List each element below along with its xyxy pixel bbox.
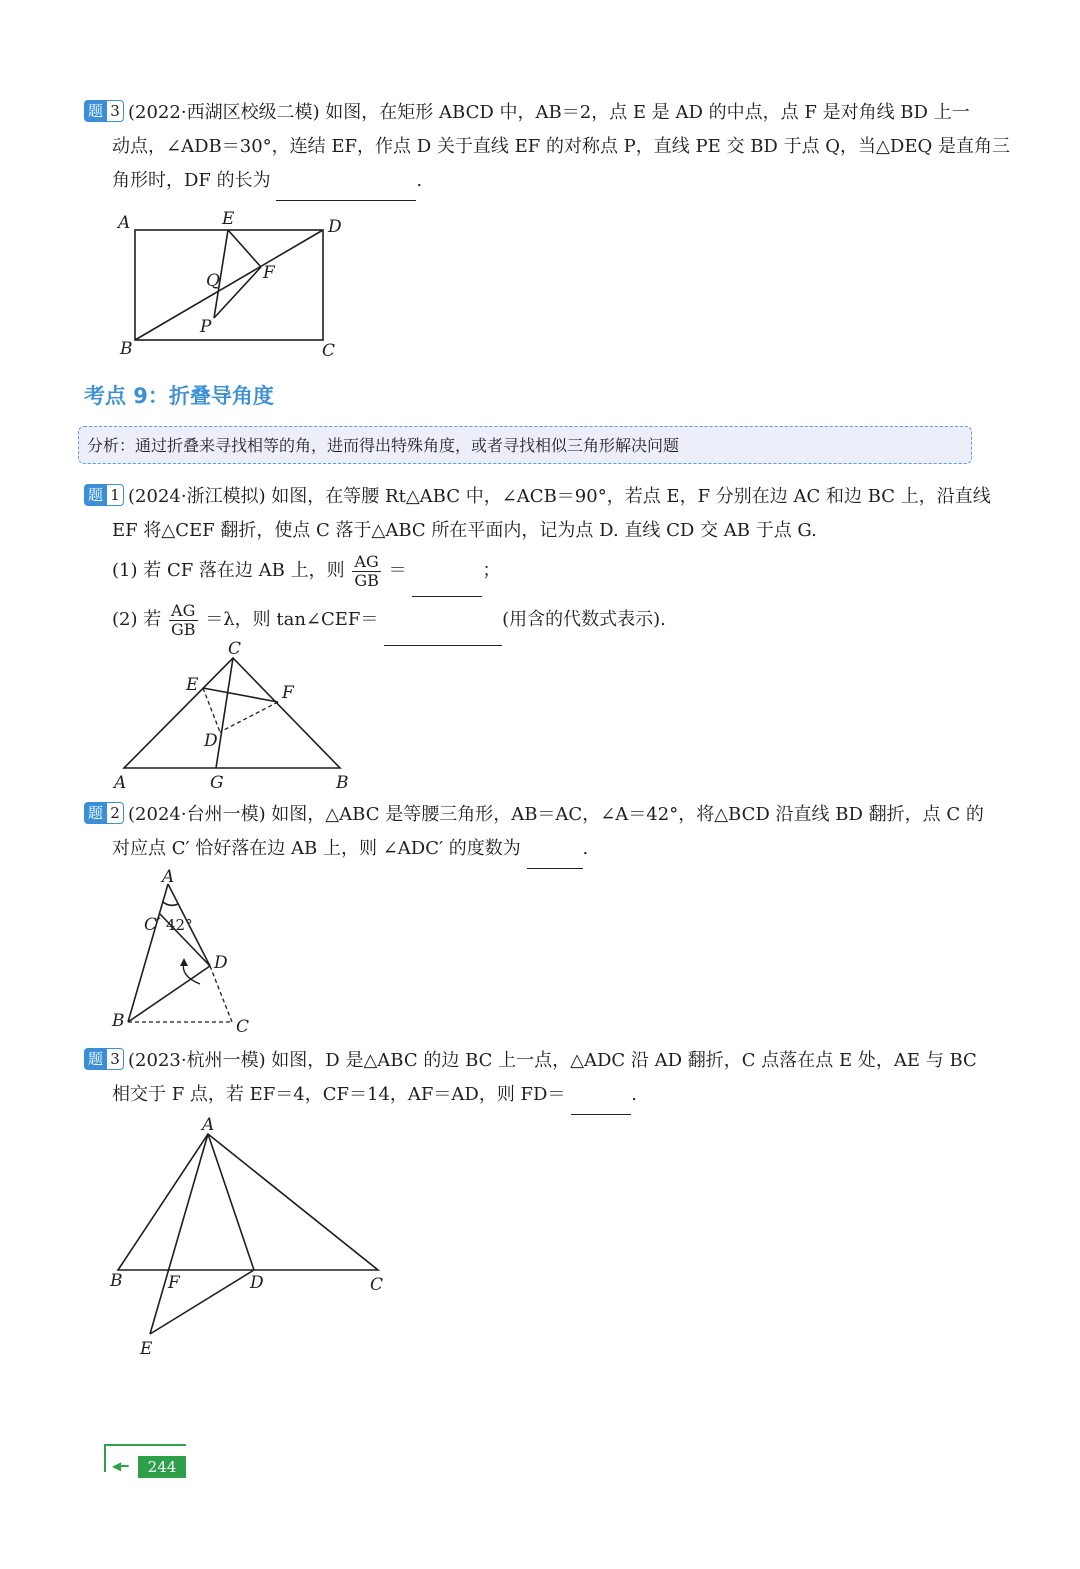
page-number: 244 — [138, 1456, 186, 1478]
problem-1 — [84, 480, 991, 646]
problem-number: 3 — [106, 1048, 124, 1070]
segment-ef — [228, 230, 261, 267]
problem-tag: 题 — [84, 802, 106, 824]
arrow-head-icon — [180, 958, 188, 966]
problem-text-line: 动点，∠ADB＝30°，连结 EF，作点 D 关于直线 EF 的对称点 P，直线 PE 交 BD 于点 Q，当△DEQ 是直角三 — [112, 136, 1010, 157]
fold-fd — [220, 702, 278, 732]
label-q: Q — [206, 271, 220, 291]
answer-blank — [527, 834, 583, 869]
side-ab — [128, 884, 168, 1022]
segment-bd — [128, 966, 210, 1022]
label-a: A — [118, 213, 131, 233]
answer-blank — [276, 166, 416, 201]
label-c: C — [370, 1275, 384, 1295]
problem-text-line: 相交于 F 点，若 EF＝4，CF＝14，AF＝AD，则 FD＝ — [112, 1084, 566, 1105]
label-c: C — [228, 639, 242, 659]
label-e: E — [140, 1339, 153, 1359]
triangle-abc — [124, 658, 340, 768]
label-b: B — [336, 773, 349, 793]
fold-triangle-figure — [104, 1112, 404, 1362]
problem-tag: 题 — [84, 100, 106, 122]
label-b: B — [112, 1011, 125, 1031]
problem-text-line: EF 将△CEF 翻折，使点 C 落于△ABC 所在平面内，记为点 D. 直线 CD 交 AB 于点 G. — [112, 520, 817, 541]
problem-text-line: (2022·西湖区校级二模) 如图，在矩形 ABCD 中，AB＝2，点 E 是 AD 的中点，点 F 是对角线 BD 上一 — [128, 102, 970, 123]
isosceles-right-triangle-figure — [108, 636, 358, 796]
isosceles-triangle-figure — [106, 866, 266, 1036]
problem-a: 题 3 (2022·西湖区校级二模) 如图，在矩形 ABCD 中，AB＝2，点 E 是 AD 的中点，点 F 是对角线 BD 上一 动点，∠ADB＝30°，连结 EF，作点 D 关于直线 EF 的对称点 P，直线 PE 交 BD 于点 Q，当△DEQ 是直角三 角形时，DF 的长为 . — [84, 96, 974, 201]
label-c: C — [322, 341, 336, 361]
answer-blank — [412, 550, 482, 597]
problem-text-line: (2024·浙江模拟) 如图，在等腰 Rt△ABC 中，∠ACB＝90°，若点 E，F 分别在边 AC 和边 BC 上，沿直线 — [128, 486, 991, 507]
question-2: (2) 若 $\frac{AG}{GB}$ ＝λ，则 tan∠CEF＝ (用含的代数式表示). — [84, 597, 974, 646]
label-c: C — [236, 1017, 250, 1036]
problem-text-line: (2023·杭州一模) 如图，D 是△ABC 的边 BC 上一点，△ADC 沿 AD 翻折，C 点落在点 E 处，AE 与 BC — [128, 1050, 977, 1071]
diagonal-bd — [135, 230, 323, 340]
segment-cg — [216, 658, 233, 768]
angle-arc — [163, 902, 178, 905]
problem-tag: 题 — [84, 484, 106, 506]
label-p: P — [200, 317, 212, 337]
label-d: D — [328, 217, 342, 237]
answer-blank — [571, 1080, 631, 1115]
label-b: B — [120, 339, 133, 359]
question-1: (1) 若 CF 落在边 AB 上，则 $\frac{AG}{GB}$ ＝ ； — [84, 548, 974, 597]
label-d: D — [214, 953, 228, 973]
fold-ed — [203, 688, 220, 732]
label-e: E — [186, 675, 199, 695]
problem-text-line: 角形时，DF 的长为 — [112, 170, 271, 191]
fraction: $\frac{AG}{GB}$ — [354, 551, 379, 590]
problem-number: 2 — [106, 802, 124, 824]
rectangle-figure — [110, 206, 360, 366]
section-title: 考点 9：折叠导角度 — [84, 384, 274, 408]
label-f: F — [282, 683, 294, 703]
fold-dc — [210, 966, 232, 1022]
label-g: G — [210, 773, 224, 793]
label-b: B — [110, 1271, 123, 1291]
label-e: E — [222, 209, 235, 229]
label-c-prime: C′ — [144, 915, 161, 935]
label-a: A — [162, 867, 175, 887]
label-f: F — [263, 263, 275, 283]
triangle-abc — [118, 1134, 378, 1270]
problem-number: 3 — [106, 100, 124, 122]
page-number-badge — [104, 1440, 188, 1482]
label-d: D — [250, 1273, 264, 1293]
problem-tag: 题 — [84, 1048, 106, 1070]
analysis-box: 分析：通过折叠来寻找相等的角，进而得出特殊角度，或者寻找相似三角形解决问题 — [78, 426, 972, 464]
answer-blank — [384, 599, 502, 646]
angle-label: 42° — [166, 916, 193, 934]
label-a: A — [114, 773, 127, 793]
segment-ef — [203, 688, 278, 702]
fraction: $\frac{AG}{GB}$ — [170, 600, 196, 639]
plug-icon: ◀━ — [112, 1459, 129, 1473]
problem-text-line: 对应点 C′ 恰好落在边 AB 上，则 ∠ADC′ 的度数为 — [112, 838, 521, 859]
segment-ad — [208, 1134, 254, 1270]
label-f: F — [168, 1273, 180, 1293]
label-d: D — [204, 731, 218, 751]
problem-number: 1 — [106, 484, 124, 506]
problem-3: 题 3 (2023·杭州一模) 如图，D 是△ABC 的边 BC 上一点，△ADC 沿 AD 翻折，C 点落在点 E 处，AE 与 BC 相交于 F 点，若 EF＝4，CF＝14，AF＝AD，则 FD＝ . — [84, 1044, 974, 1115]
problem-2: 题 2 (2024·台州一模) 如图，△ABC 是等腰三角形，AB＝AC，∠A＝42°，将△BCD 沿直线 BD 翻折，点 C 的 对应点 C′ 恰好落在边 AB 上，则 ∠ADC′ 的度数为 . — [84, 798, 974, 869]
label-a: A — [202, 1115, 215, 1135]
problem-text-line: (2024·台州一模) 如图，△ABC 是等腰三角形，AB＝AC，∠A＝42°，将△BCD 沿直线 BD 翻折，点 C 的 — [128, 804, 984, 825]
